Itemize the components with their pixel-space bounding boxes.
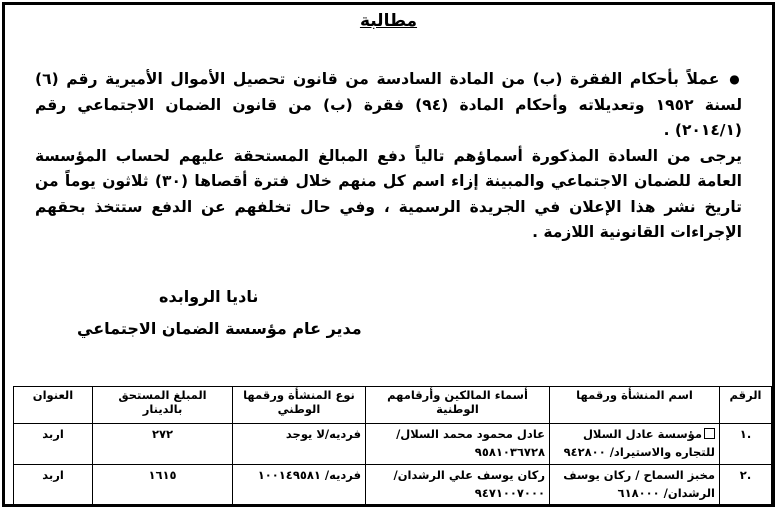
cell-amount: ٢٧٢	[93, 424, 233, 465]
cell-establishment-text: مؤسسة عادل السلال للتجاره والاستيراد/ ٩٤٢٨٠٠	[563, 427, 715, 459]
header-type: نوع المنشأة ورقمها الوطني	[233, 387, 366, 424]
header-number: الرقم	[720, 387, 772, 424]
cell-amount: ١٦١٥	[93, 465, 233, 506]
cell-number: .٢	[720, 465, 772, 506]
paragraph-2: يرجى من السادة المذكورة أسماؤهم تالياً دفع المبالغ المستحقة عليهم لحساب المؤسسة العامة للضمان الاجتماعي والمبينة إزاء اسم كل منهم خلال فترة أقصاها (٣٠) ثلاثون يوماً من تاريخ نشر هذا الإعلان في الجريدة الرسمية ، وفي حال تخلفهم عن الدفع ستتخذ بحقهم الإجراءات القانونية اللازمة .	[35, 146, 742, 241]
cell-establishment	[550, 424, 720, 465]
table-row	[14, 424, 772, 465]
cell-address: اربد	[14, 424, 93, 465]
signature-title: مدير عام مؤسسة الضمان الاجتماعي	[77, 319, 362, 338]
bullet-icon: ●	[729, 72, 742, 86]
checkbox-icon	[704, 428, 715, 439]
cell-establishment: مخبز السماح / ركان يوسف الرشدان/ ٦١٨٠٠٠	[550, 465, 720, 506]
header-address: العنوان	[14, 387, 93, 424]
header-establishment: اسم المنشأة ورقمها	[550, 387, 720, 424]
cell-type: فرديه/ ١٠٠١٤٩٥٨١	[233, 465, 366, 506]
cell-number: .١	[720, 424, 772, 465]
notice-body	[35, 67, 742, 246]
header-amount: المبلغ المستحق بالدينار	[93, 387, 233, 424]
cell-owners: ركان يوسف علي الرشدان/ ٩٤٧١٠٠٧٠٠٠	[366, 465, 550, 506]
notice-page	[2, 2, 775, 507]
header-owners: أسماء المالكين وأرقامهم الوطنية	[366, 387, 550, 424]
table-row	[14, 465, 772, 506]
signature-name: ناديا الروابده	[159, 287, 259, 306]
cell-address: اربد	[14, 465, 93, 506]
paragraph-1-text: عملاً بأحكام الفقرة (ب) من المادة السادسة من قانون تحصيل الأموال الأميرية رقم (٦) لسنة ١٩٥٢ وتعديلاته وأحكام المادة (٩٤) فقرة (ب) من قانون الضمان الاجتماعي رقم (٢٠١٤/١) .	[35, 70, 743, 139]
debtors-table	[13, 386, 772, 506]
cell-type: فرديه/لا يوجد	[233, 424, 366, 465]
notice-title: مطالبة	[359, 11, 418, 31]
table-header-row	[14, 387, 772, 424]
cell-owners: عادل محمود محمد السلال/ ٩٥٨١٠٣٦٧٢٨	[366, 424, 550, 465]
paragraph-1	[35, 67, 742, 144]
